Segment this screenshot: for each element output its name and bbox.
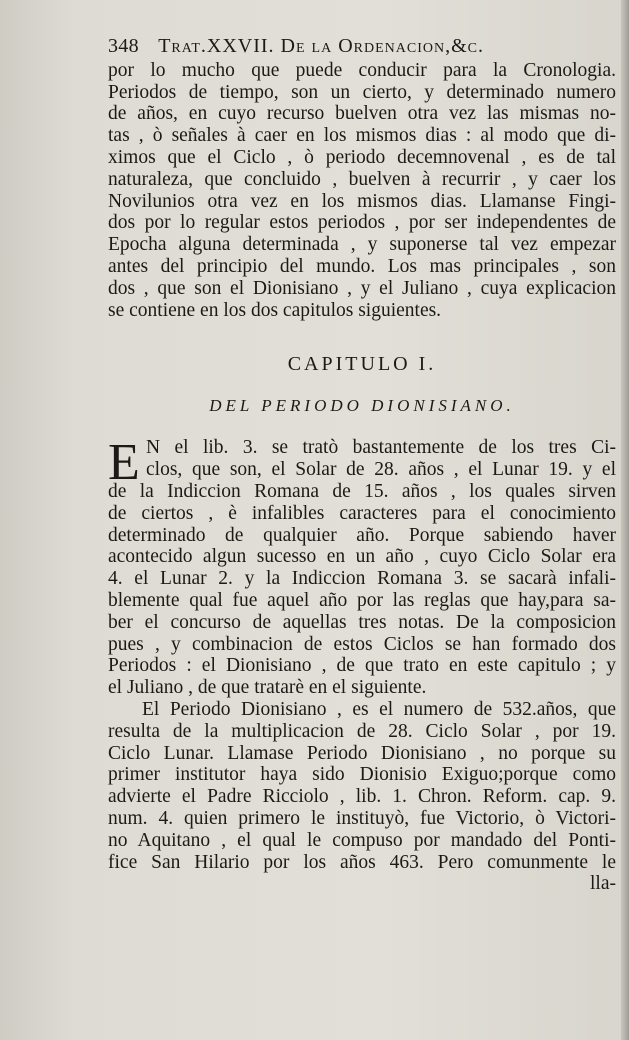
text-line: el Juliano , de que tratarè en el siguiente. (108, 677, 427, 699)
text-line: tas , ò señales à caer en los mismos dias : al modo que di- (108, 125, 616, 147)
text-line: se contiene en los dos capitulos siguientes. (108, 299, 442, 321)
page-gutter-shadow (621, 0, 629, 1040)
text-line: primer institutor haya sido Dionisio Exiguo;porque como (108, 764, 616, 786)
drop-cap: E (108, 434, 140, 492)
text-line: determinado de qualquier año. Porque sabiendo haver (108, 524, 616, 546)
text-line: blemente qual fue aquel año por las reglas que hay,para sa- (108, 589, 616, 611)
text-line: N el lib. 3. se tratò bastantemente de los tres Ci- (146, 437, 616, 459)
text-line: advierte el Padre Ricciolo , lib. 1. Chron. Reform. cap. 9. (108, 786, 616, 808)
text-line: num. 4. quien primero le instituyò, fue Victorio, ò Victori- (108, 807, 616, 829)
running-title: Trat.XXVII. De la Ordenacion,&c. (158, 35, 484, 57)
text-line: 4. el Lunar 2. y la Indiccion Romana 3. se sacarà infali- (108, 568, 616, 590)
text-line: antes del principio del mundo. Los mas principales , son (108, 255, 616, 277)
text-line: de ciertos , è infalibles caracteres para el conocimiento (108, 502, 616, 524)
text-line: Novilunios otra vez en los mismos dias. Llamanse Fingi- (108, 190, 616, 212)
text-line: ximos que el Ciclo , ò periodo decemnovenal , es de tal (108, 146, 616, 168)
text-line: dos por lo regular estos periodos , por ser independentes de (108, 212, 616, 234)
chapter-title: CAPITULO I. (287, 353, 437, 376)
text-line: naturaleza, que concluido , buelven à recurrir , y caer los (108, 168, 616, 190)
text-line: pues , y combinacion de estos Ciclos se han formado dos (108, 633, 616, 655)
text-line: no Aquitano , el qual le compuso por mandado del Ponti- (108, 829, 616, 851)
text-line: fice San Hilario por los años 463. Pero comunmente le (108, 851, 616, 873)
text-line: acontecido algun sucesso en un año , cuyo Ciclo Solar era (108, 546, 616, 568)
running-header (108, 36, 616, 58)
text-line: dos , que son el Dionisiano , y el Juliano , cuya explicacion (108, 277, 616, 299)
page-number: 348 (108, 35, 139, 57)
text-line: Periodos de tiempo, son un cierto, y determinado numero (108, 81, 616, 103)
second-paragraph (108, 699, 616, 873)
text-line: Epocha alguna determinada , y suponerse tal vez empezar (108, 234, 616, 256)
catchword: lla- (590, 873, 616, 895)
text-line: de la Indiccion Romana de 15. años , los quales sirven (108, 480, 616, 502)
text-block (108, 36, 616, 895)
text-line: de años, en cuyo recurso buelven otra vez las mismas no- (108, 103, 616, 125)
text-line: Ciclo Lunar. Llamase Periodo Dionisiano , no porque su (108, 742, 616, 764)
intro-paragraph (108, 60, 616, 322)
chapter-subtitle: DEL PERIODO DIONISIANO. (209, 396, 515, 416)
text-line: resulta de la multiplicacion de 28. Ciclo Solar , por 19. (108, 720, 616, 742)
text-line: ber el concurso de aquellas tres notas. De la composicion (108, 611, 616, 633)
text-line: clos, que son, el Solar de 28. años , el Lunar 19. y el (146, 459, 616, 481)
text-line: El Periodo Dionisiano , es el numero de 532.años, que (142, 698, 616, 720)
text-line: por lo mucho que puede conducir para la Cronologia. (108, 59, 616, 81)
body-paragraph (108, 434, 616, 699)
text-line: Periodos : el Dionisiano , de que trato en este capitulo ; y (108, 655, 616, 677)
